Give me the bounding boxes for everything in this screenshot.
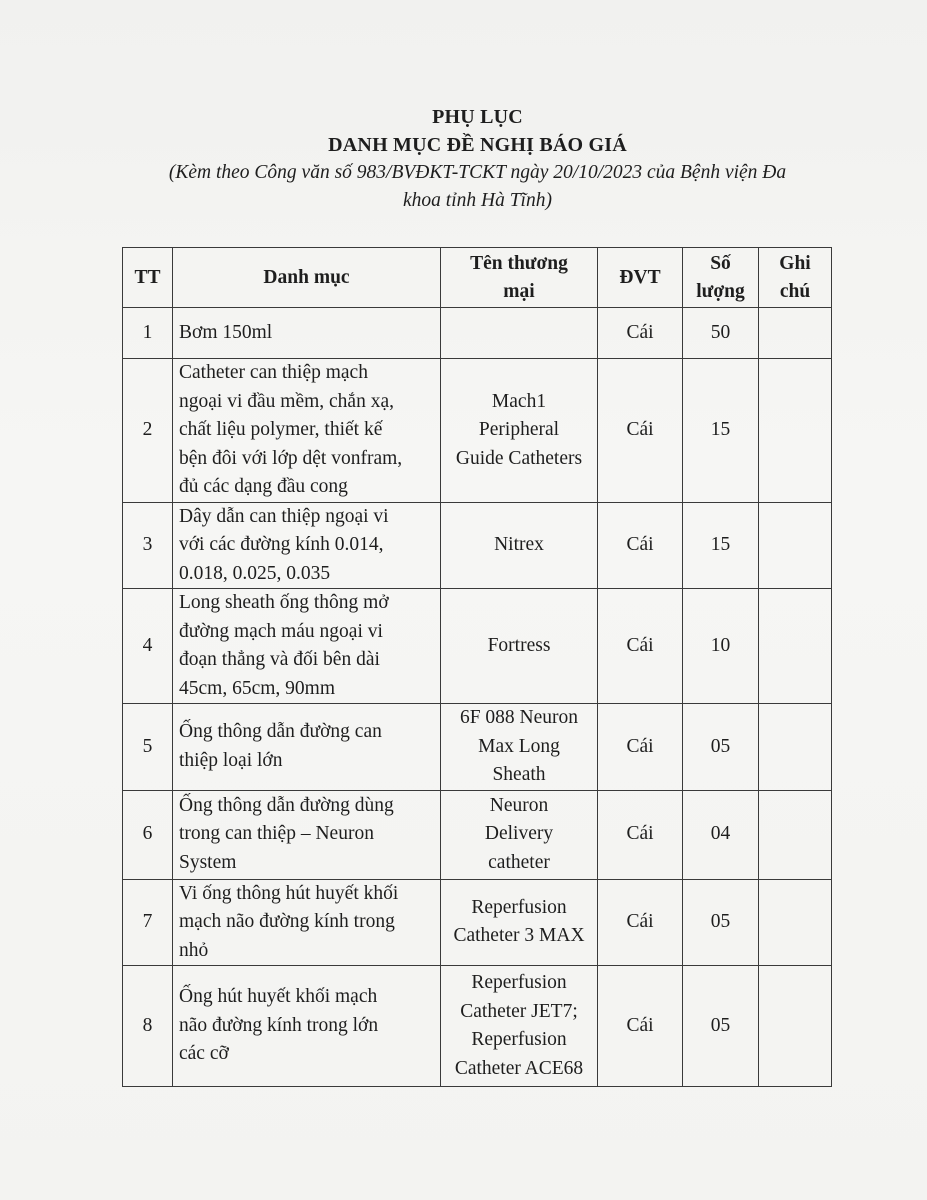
- header-name: Danh mục: [173, 248, 441, 308]
- cell-note: [759, 589, 832, 704]
- document-subtitle: DANH MỤC ĐỀ NGHỊ BÁO GIÁ: [328, 134, 627, 156]
- cell-name: Catheter can thiệp mạch ngoại vi đầu mềm, chắn xạ, chất liệu polymer, thiết kế bện đôi với lớp dệt vonfram, đủ các dạng đầu cong: [173, 359, 441, 503]
- cell-name: Ống thông dẫn đường dùng trong can thiệp – Neuron System: [173, 790, 441, 879]
- table-row: [123, 879, 832, 966]
- quotation-catalog-table: [122, 247, 832, 1087]
- cell-note: [759, 359, 832, 503]
- cell-unit: Cái: [598, 704, 683, 791]
- cell-name: Ống hút huyết khối mạch não đường kính trong lớn các cỡ: [173, 966, 441, 1087]
- header-note: Ghi chú: [759, 248, 832, 308]
- cell-quantity: 05: [683, 879, 759, 966]
- table-row: [123, 966, 832, 1087]
- cell-unit: Cái: [598, 790, 683, 879]
- cell-quantity: 05: [683, 966, 759, 1087]
- cell-tt: 7: [123, 879, 173, 966]
- cell-unit: Cái: [598, 308, 683, 359]
- cell-tt: 8: [123, 966, 173, 1087]
- table-header-row: [123, 248, 832, 308]
- cell-unit: Cái: [598, 502, 683, 589]
- cell-name: Vi ống thông hút huyết khối mạch não đường kính trong nhỏ: [173, 879, 441, 966]
- cell-trade-name: Mach1 Peripheral Guide Catheters: [441, 359, 598, 503]
- cell-trade-name: Reperfusion Catheter JET7; Reperfusion Catheter ACE68: [441, 966, 598, 1087]
- document-reference-line-2: khoa tỉnh Hà Tĩnh): [403, 190, 552, 211]
- header-tt: TT: [123, 248, 173, 308]
- table-row: [123, 704, 832, 791]
- cell-trade-name: Neuron Delivery catheter: [441, 790, 598, 879]
- cell-name: Dây dẫn can thiệp ngoại vi với các đường kính 0.014, 0.018, 0.025, 0.035: [173, 502, 441, 589]
- header-trade-name: Tên thương mại: [441, 248, 598, 308]
- cell-note: [759, 502, 832, 589]
- document-title: PHỤ LỤC: [432, 106, 523, 128]
- cell-quantity: 10: [683, 589, 759, 704]
- cell-tt: 5: [123, 704, 173, 791]
- table-row: [123, 589, 832, 704]
- header-unit: ĐVT: [598, 248, 683, 308]
- cell-quantity: 15: [683, 502, 759, 589]
- cell-tt: 1: [123, 308, 173, 359]
- cell-unit: Cái: [598, 879, 683, 966]
- document-reference-line-1: (Kèm theo Công văn số 983/BVĐKT-TCKT ngày 20/10/2023 của Bệnh viện Đa: [168, 162, 787, 183]
- cell-name: Ống thông dẫn đường can thiệp loại lớn: [173, 704, 441, 791]
- cell-trade-name: Fortress: [441, 589, 598, 704]
- cell-trade-name: 6F 088 Neuron Max Long Sheath: [441, 704, 598, 791]
- cell-note: [759, 308, 832, 359]
- cell-note: [759, 966, 832, 1087]
- cell-name: Bơm 150ml: [173, 308, 441, 359]
- document-header: [120, 103, 835, 215]
- table-row: [123, 308, 832, 359]
- cell-quantity: 05: [683, 704, 759, 791]
- cell-tt: 6: [123, 790, 173, 879]
- cell-quantity: 04: [683, 790, 759, 879]
- cell-tt: 4: [123, 589, 173, 704]
- cell-trade-name: [441, 308, 598, 359]
- table-row: [123, 359, 832, 503]
- cell-tt: 2: [123, 359, 173, 503]
- cell-note: [759, 879, 832, 966]
- cell-quantity: 50: [683, 308, 759, 359]
- cell-tt: 3: [123, 502, 173, 589]
- cell-trade-name: Reperfusion Catheter 3 MAX: [441, 879, 598, 966]
- cell-note: [759, 704, 832, 791]
- cell-unit: Cái: [598, 966, 683, 1087]
- table-row: [123, 790, 832, 879]
- cell-quantity: 15: [683, 359, 759, 503]
- cell-note: [759, 790, 832, 879]
- table-row: [123, 502, 832, 589]
- header-quantity: Số lượng: [683, 248, 759, 308]
- cell-unit: Cái: [598, 359, 683, 503]
- cell-trade-name: Nitrex: [441, 502, 598, 589]
- cell-unit: Cái: [598, 589, 683, 704]
- cell-name: Long sheath ống thông mở đường mạch máu ngoại vi đoạn thẳng và đối bên dài 45cm, 65cm, 90mm: [173, 589, 441, 704]
